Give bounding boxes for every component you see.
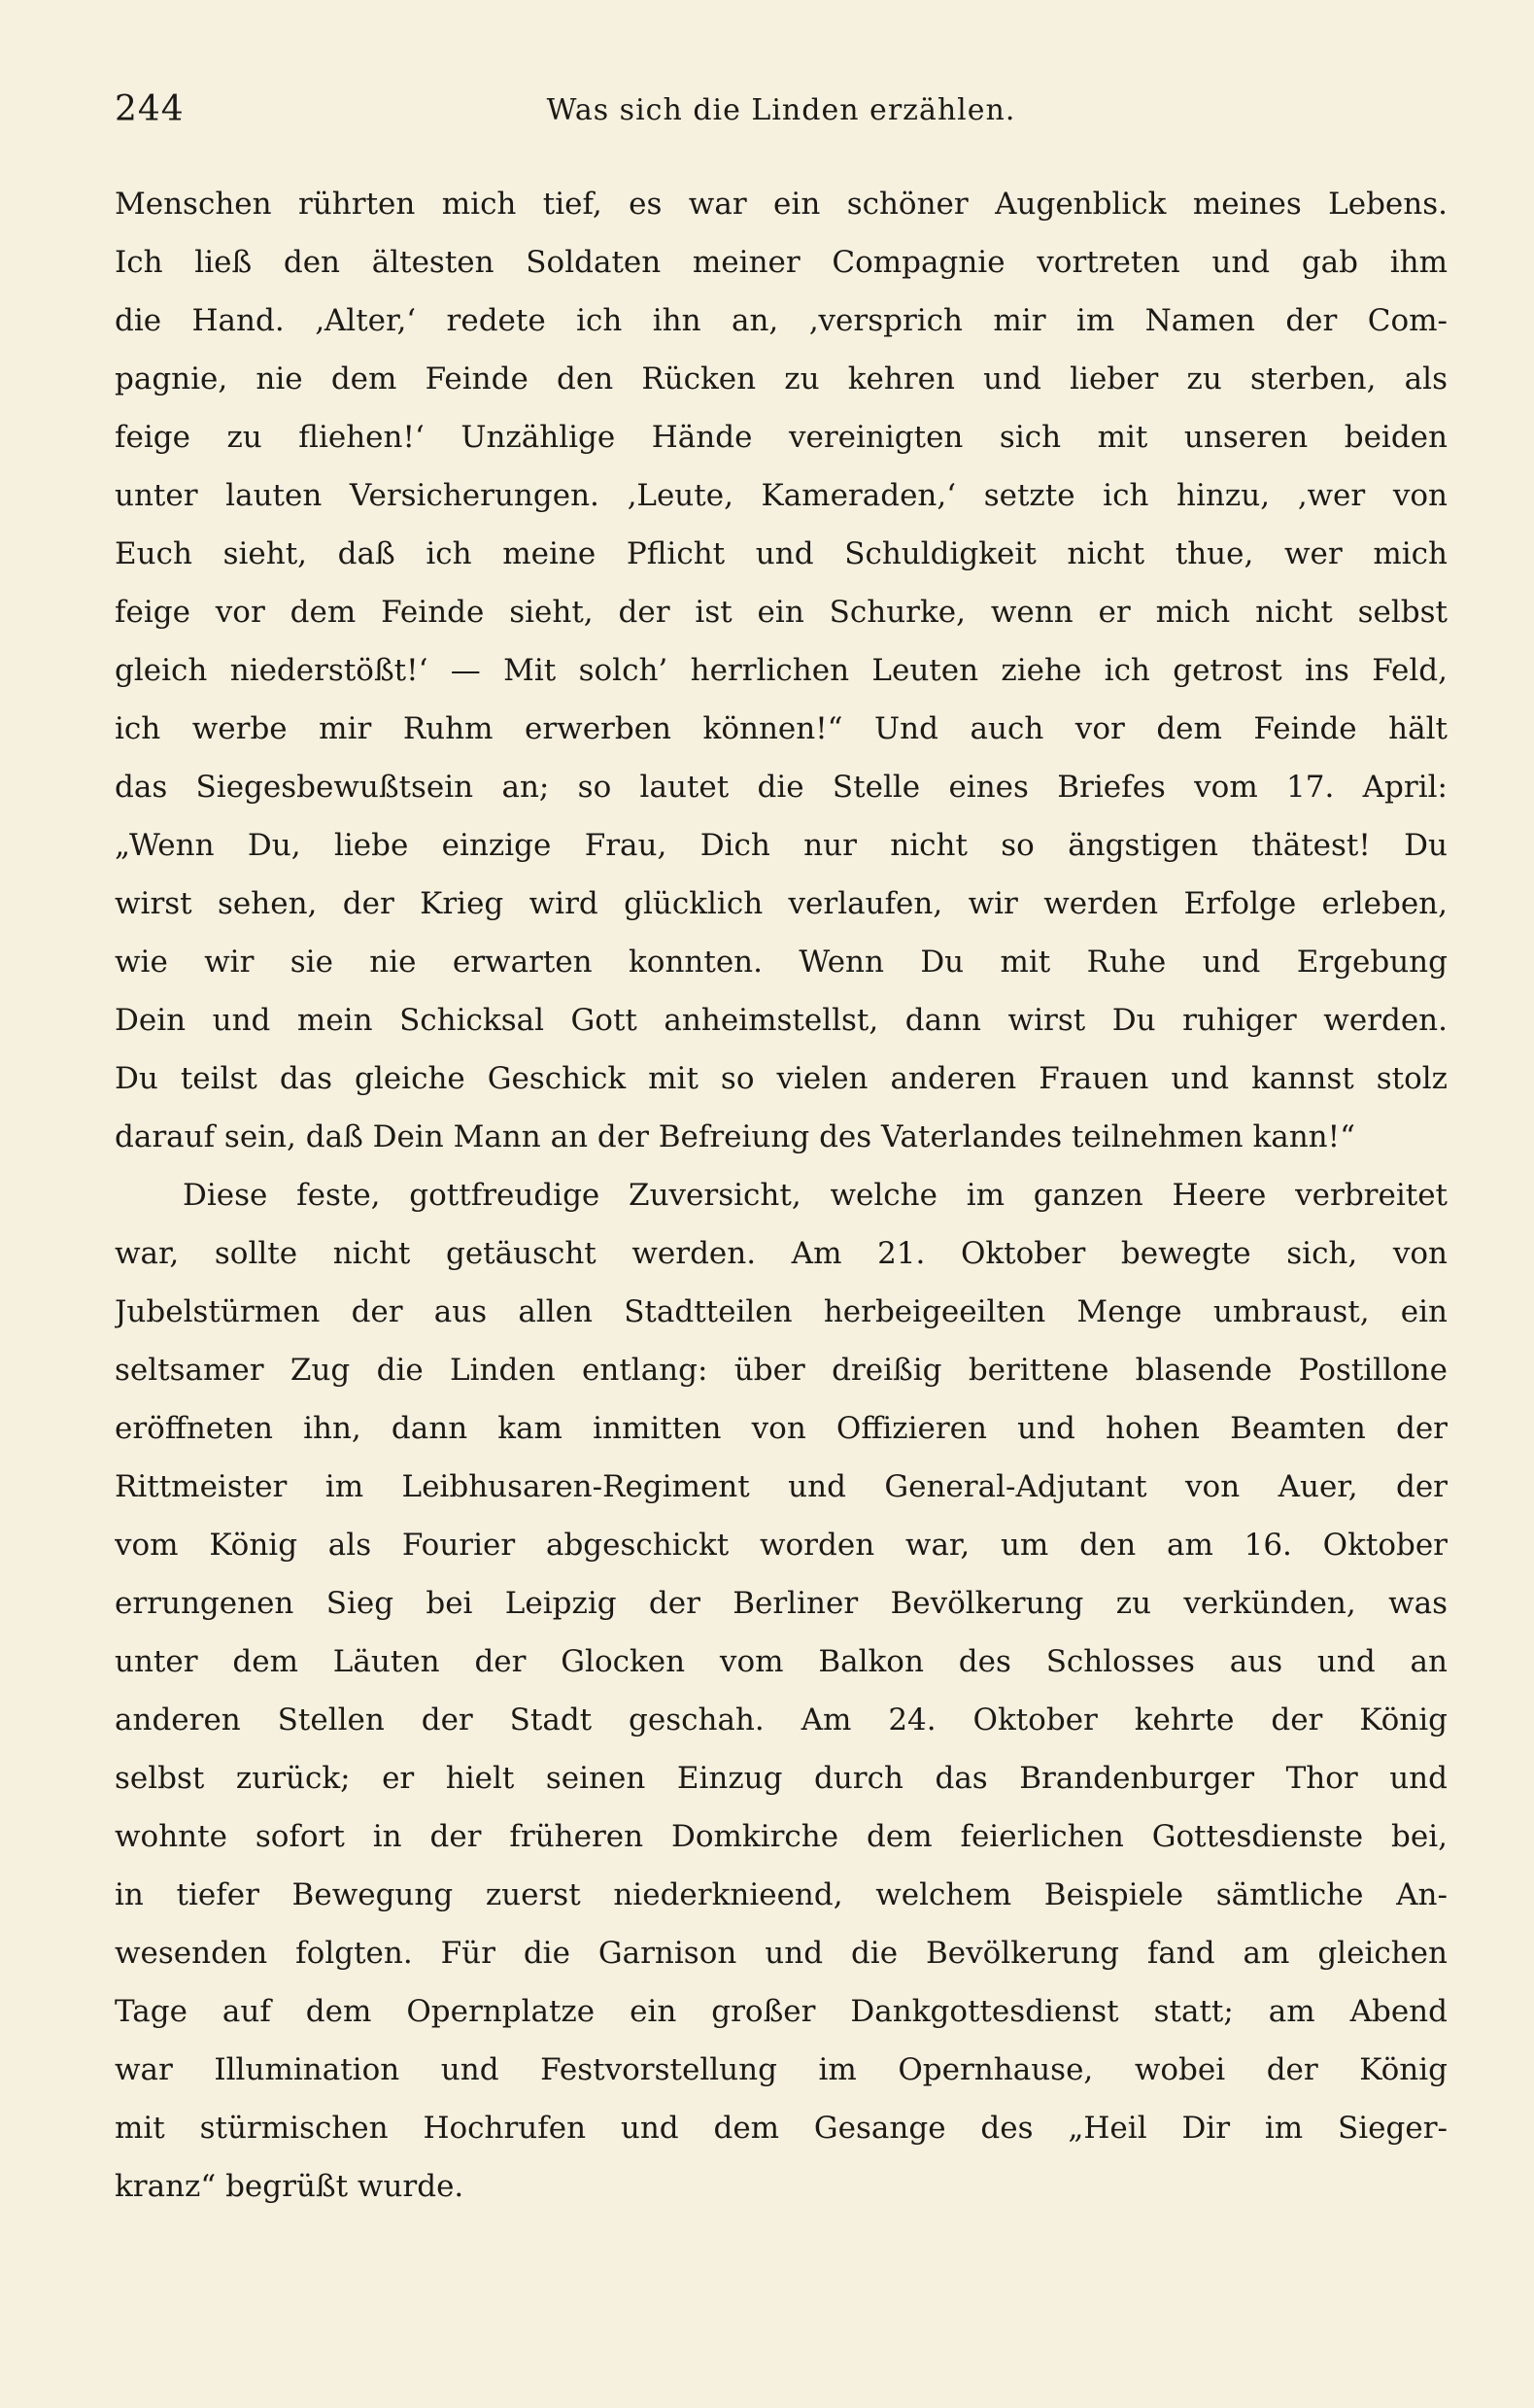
text-line: wesenden folgten. Für die Garnison und die Bevölkerung fand am gleichen [115,1936,1448,1971]
page-header [115,89,1448,138]
text-line: seltsamer Zug die Linden entlang: über dreißig berittene blasende Postillone [115,1353,1448,1388]
text-line: unter dem Läuten der Glocken vom Balkon des Schlosses aus und an [115,1644,1448,1679]
text-line: vom König als Fourier abgeschickt worden war, um den am 16. Oktober [115,1528,1448,1563]
text-line: ich werbe mir Ruhm erwerben können!“ Und auch vor dem Feinde hält [115,711,1448,746]
text-line: darauf sein, daß Dein Mann an der Befreiung des Vaterlandes teilnehmen kann!“ [115,1119,1355,1154]
text-line: wie wir sie nie erwarten konnten. Wenn Du mit Ruhe und Ergebung [115,945,1448,980]
text-line: selbst zurück; er hielt seinen Einzug durch das Brandenburger Thor und [115,1761,1448,1796]
text-line: die Hand. ‚Alter,‘ redete ich ihn an, ‚versprich mir im Namen der Com- [115,303,1448,338]
text-line: Tage auf dem Opernplatze ein großer Dankgottesdienst statt; am Abend [115,1994,1448,2029]
text-line: gleich niederstößt!‘ — Mit solch’ herrlichen Leuten ziehe ich getrost ins Feld, [115,653,1448,688]
text-line: in tiefer Bewegung zuerst niederknieend, welchem Beispiele sämtliche An- [115,1877,1448,1912]
text-line: eröffneten ihn, dann kam inmitten von Offizieren und hohen Beamten der [115,1411,1448,1446]
body-text [115,175,1448,2216]
text-line: unter lauten Versicherungen. ‚Leute, Kameraden,‘ setzte ich hinzu, ‚wer von [115,478,1448,513]
text-line: kranz“ begrüßt wurde. [115,2169,464,2204]
page-number: 244 [115,89,185,129]
paragraph-first-line: Diese feste, gottfreudige Zuversicht, welche im ganzen Heere verbreitet [183,1178,1448,1213]
text-line: war, sollte nicht getäuscht werden. Am 21. Oktober bewegte sich, von [115,1236,1448,1271]
text-line: wohnte sofort in der früheren Domkirche dem feierlichen Gottesdienste bei, [115,1819,1448,1854]
text-line: Euch sieht, daß ich meine Pflicht und Schuldigkeit nicht thue, wer mich [115,536,1448,571]
text-line: „Wenn Du, liebe einzige Frau, Dich nur nicht so ängstigen thätest! Du [115,828,1448,863]
text-line: feige zu fliehen!‘ Unzählige Hände vereinigten sich mit unseren beiden [115,420,1448,455]
text-line: wirst sehen, der Krieg wird glücklich verlaufen, wir werden Erfolge erleben, [115,886,1448,921]
text-line: Ich ließ den ältesten Soldaten meiner Compagnie vortreten und gab ihm [115,245,1448,280]
text-line: das Siegesbewußtsein an; so lautet die Stelle eines Briefes vom 17. April: [115,770,1448,805]
text-line: mit stürmischen Hochrufen und dem Gesange des „Heil Dir im Sieger- [115,2111,1448,2146]
running-title: Was sich die Linden erzählen. [546,93,1016,127]
text-line: war Illumination und Festvorstellung im Opernhause, wobei der König [115,2052,1448,2087]
text-line: feige vor dem Feinde sieht, der ist ein Schurke, wenn er mich nicht selbst [115,595,1448,630]
text-line: Menschen rührten mich tief, es war ein schöner Augenblick meines Lebens. [115,187,1448,222]
text-line: Rittmeister im Leibhusaren-Regiment und General-Adjutant von Auer, der [115,1469,1448,1504]
text-line: pagnie, nie dem Feinde den Rücken zu kehren und lieber zu sterben, als [115,361,1448,396]
text-line: errungenen Sieg bei Leipzig der Berliner Bevölkerung zu verkünden, was [115,1586,1448,1621]
text-line: Du teilst das gleiche Geschick mit so vielen anderen Frauen und kannst stolz [115,1061,1448,1096]
text-line: anderen Stellen der Stadt geschah. Am 24. Oktober kehrte der König [115,1703,1448,1737]
text-line: Jubelstürmen der aus allen Stadtteilen herbeigeeilten Menge umbraust, ein [115,1294,1448,1329]
text-line: Dein und mein Schicksal Gott anheimstellst, dann wirst Du ruhiger werden. [115,1003,1448,1038]
